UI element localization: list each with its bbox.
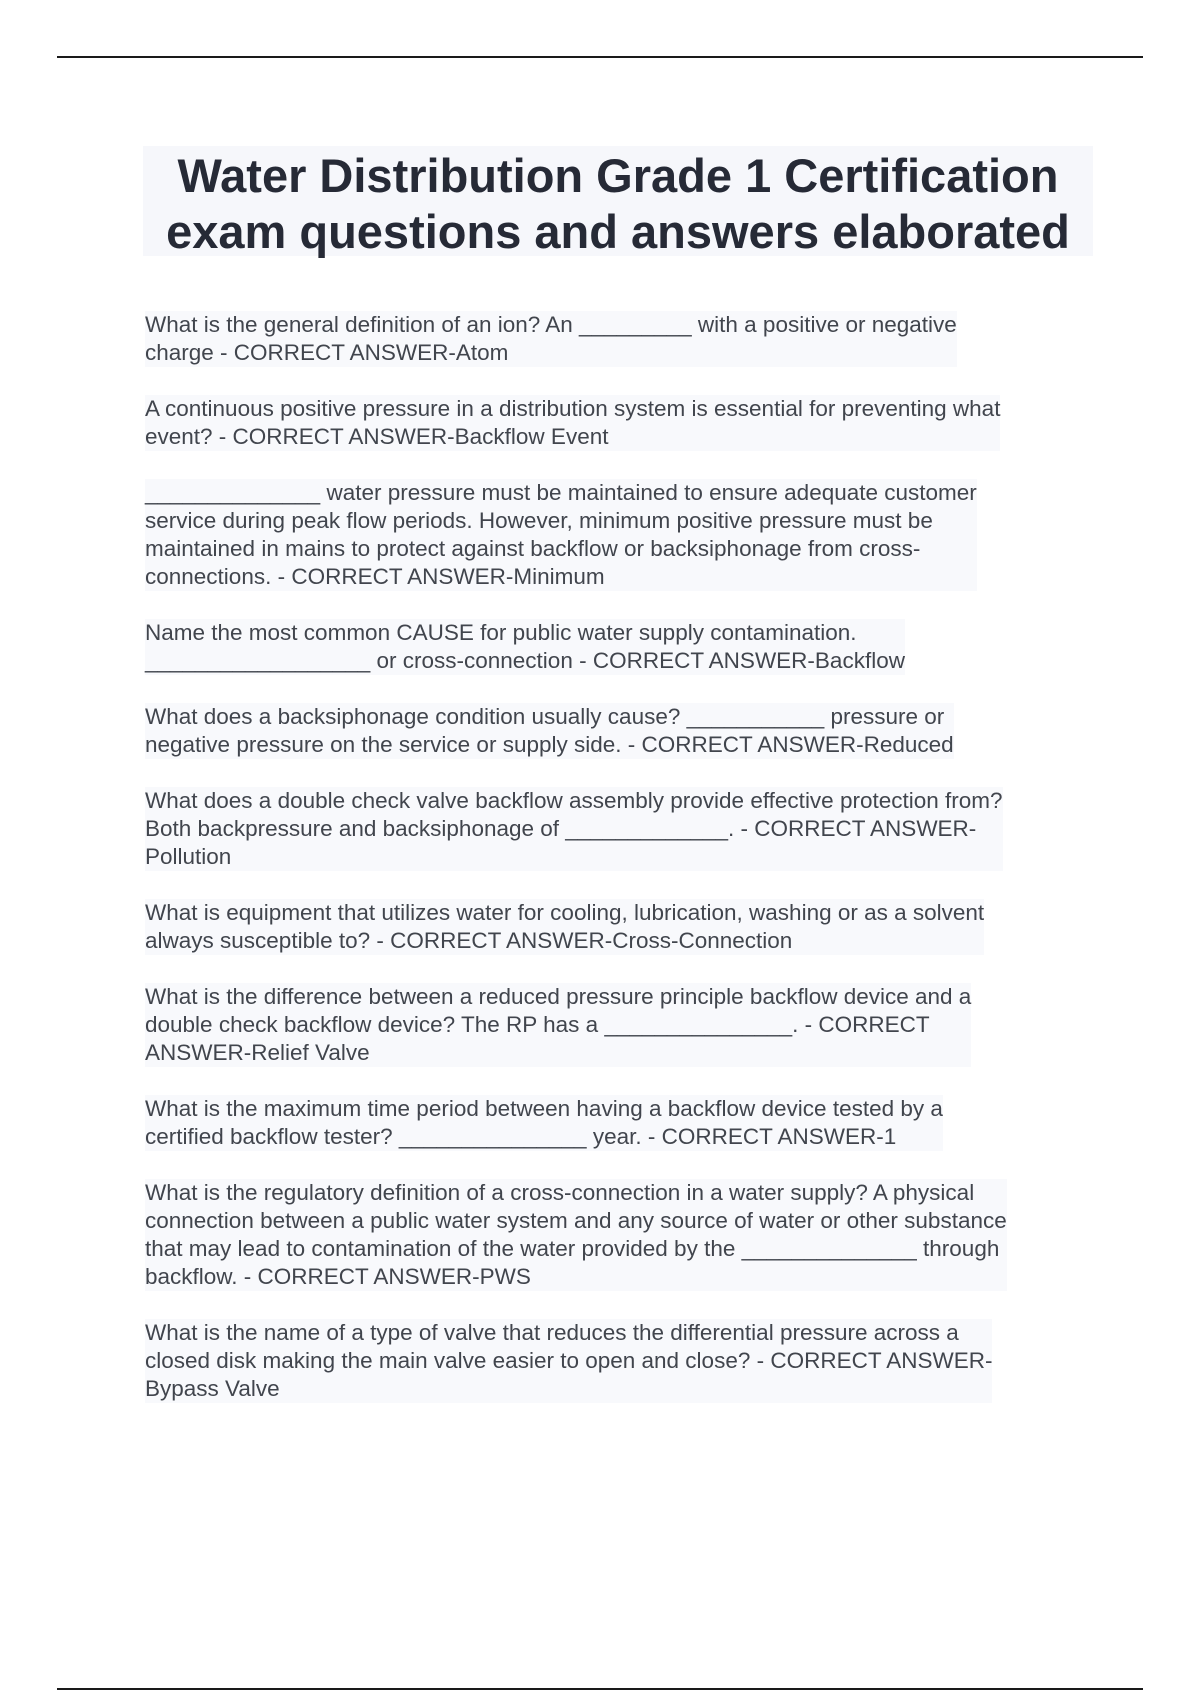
qa-text-line: What is the regulatory definition of a cross-connection in a water supply? A physical [145,1180,975,1205]
qa-text-line: Bypass Valve [145,1376,280,1401]
qa-text-line: Name the most common CAUSE for public water supply contamination. [145,620,857,645]
title-line: exam questions and answers elaborated [166,205,1070,258]
qa-text-line: negative pressure on the service or supply side. - CORRECT ANSWER-Reduced [145,732,954,757]
qa-text-line: What is the general definition of an ion? An _________ with a positive or negative [145,312,957,337]
qa-text-line: always susceptible to? - CORRECT ANSWER-Cross-Connection [145,928,793,953]
qa-item [145,1319,992,1403]
qa-text-line: that may lead to contamination of the water provided by the ______________ through [145,1236,1000,1261]
qa-item [145,395,1000,451]
qa-text-line: connection between a public water system and any source of water or other substance [145,1208,1007,1233]
title-line: Water Distribution Grade 1 Certification [177,149,1059,202]
qa-text-line: event? - CORRECT ANSWER-Backflow Event [145,424,609,449]
qa-text-line: Pollution [145,844,232,869]
qa-item [145,703,954,759]
qa-item [145,619,905,675]
qa-text-line: What is equipment that utilizes water for cooling, lubrication, washing or as a solvent [145,900,985,925]
document-title [143,146,1093,256]
qa-list [145,311,1075,1403]
qa-text-line: backflow. - CORRECT ANSWER-PWS [145,1264,531,1289]
qa-text-line: What does a backsiphonage condition usually cause? ___________ pressure or [145,704,945,729]
top-rule [57,56,1143,58]
qa-text-line: service during peak flow periods. However, minimum positive pressure must be [145,508,933,533]
qa-text-line: closed disk making the main valve easier to open and close? - CORRECT ANSWER- [145,1348,993,1373]
qa-text-line: connections. - CORRECT ANSWER-Minimum [145,564,605,589]
qa-text-line: A continuous positive pressure in a distribution system is essential for preventing what [145,396,1001,421]
qa-item [145,479,977,591]
qa-text-line: __________________ or cross-connection - CORRECT ANSWER-Backflow [145,648,905,673]
qa-text-line: double check backflow device? The RP has a _______________. - CORRECT [145,1012,930,1037]
qa-item [145,1095,943,1151]
qa-item [145,311,957,367]
qa-text-line: What is the difference between a reduced pressure principle backflow device and a [145,984,972,1009]
qa-item [145,899,984,955]
qa-text-line: charge - CORRECT ANSWER-Atom [145,340,509,365]
qa-text-line: What is the name of a type of valve that reduces the differential pressure across a [145,1320,959,1345]
bottom-rule [57,1688,1143,1690]
qa-text-line: ______________ water pressure must be maintained to ensure adequate customer [145,480,977,505]
qa-item [145,787,1003,871]
qa-item [145,983,971,1067]
qa-text-line: What is the maximum time period between having a backflow device tested by a [145,1096,943,1121]
qa-text-line: maintained in mains to protect against backflow or backsiphonage from cross- [145,536,921,561]
qa-item [145,1179,1007,1291]
qa-text-line: What does a double check valve backflow assembly provide effective protection from? [145,788,1003,813]
qa-text-line: ANSWER-Relief Valve [145,1040,370,1065]
qa-text-line: Both backpressure and backsiphonage of _____________. - CORRECT ANSWER- [145,816,977,841]
qa-text-line: certified backflow tester? _______________ year. - CORRECT ANSWER-1 [145,1124,897,1149]
